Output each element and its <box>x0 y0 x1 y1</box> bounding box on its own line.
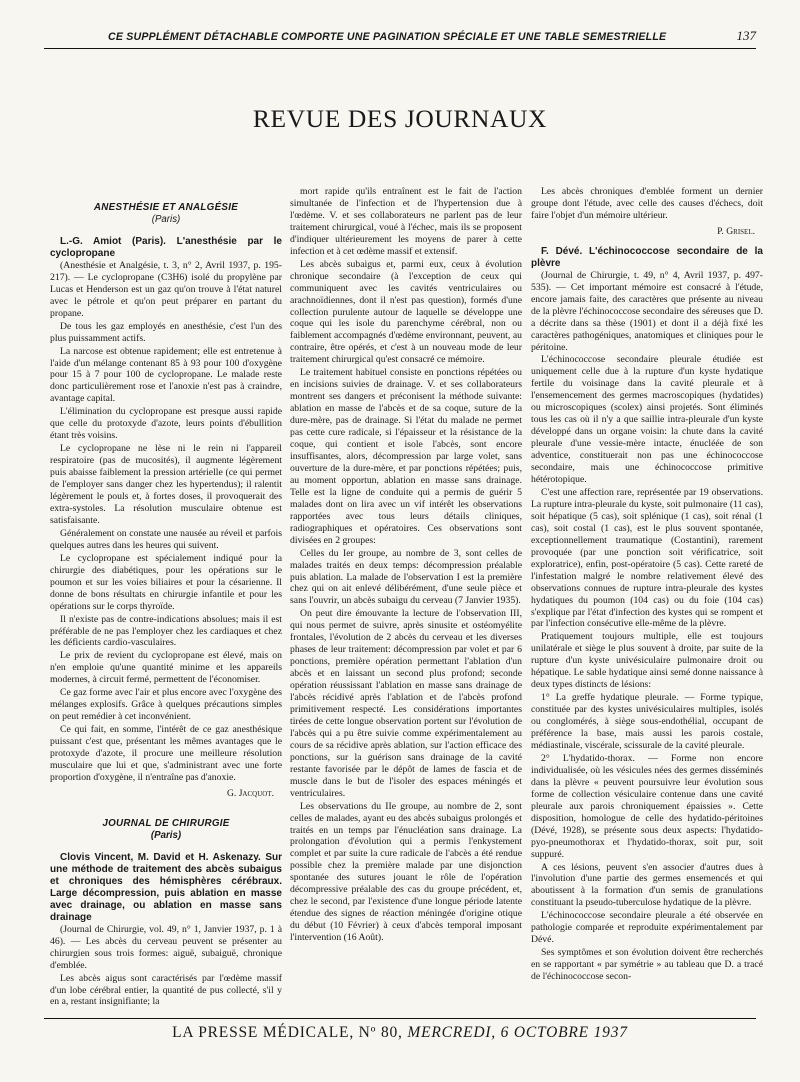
section-place: (Paris) <box>151 213 181 225</box>
paragraph: De tous les gaz employés en anesthésie, c'est l'un des plus puissamment actifs. <box>50 320 282 344</box>
paragraph: Les observations du IIe groupe, au nombre de 2, sont celles de malades, ayant eu des abcès subaigus prolongés et traités en un temps par l'énucléation sans drainage. La prolongation d'évolution qui a permis l'enkystement complet et par suite la cure radicale de l'abcès a été rendue possible chez la première malade par une disjonction spontanée des sutures jouant le rôle de l'opération décompressive préalable des cas du groupe précédent, et, chez le second, par l'existence d'une longue période latente étendue des signes de réaction méningée d'origine otique du début (10 Février) à ceux d'abcès temporal imposant l'intervention (16 Août). <box>290 800 522 944</box>
paragraph: Le cyclopropane ne lèse ni le rein ni l'appareil respiratoire (pas de mucosités), il augmente légèrement puis abaisse faiblement la pression artérielle (ce qui permet de l'employer sans danger chez les hypertendus); il ralentit légèrement le pouls et, à fortes doses, il provoquerait des extra-systoles. La résolution musculaire obtenue est satisfaisante. <box>50 443 282 526</box>
paragraph: Il n'existe pas de contre-indications absolues; mais il est préférable de ne pas l'employer chez les cardiaques et chez les déficients cardio-vasculaires. <box>50 613 282 649</box>
paragraph: Les abcès subaigus et, parmi eux, ceux à évolution chronique secondaire (à l'exception de ceux qui communiquent avec les cavités ventriculaires ou arachnoïdiennes, dont il n'est pas question), formés d'une collection purulente autour de laquelle se développe une coque qui les isole du parenchyme cérébral, non ou faiblement accompagnés d'œdème environnant, peuvent, au contraire, être opérés, et c'est à un nouveau mode de leur traitement chirurgical qu'est consacré ce mémoire. <box>290 258 522 366</box>
article-title: Clovis Vincent, M. David et H. Askenazy. Sur une méthode de traitement des abcès subaigus et chroniques des hémisphères cérébraux. Large décompression, puis ablation en masse avec drainage, ou ablation en masse sans drainage <box>50 851 282 923</box>
paragraph: mort rapide qu'ils entraînent est le fait de l'action simultanée de l'infection et de l'hypertension due à l'œdème. V. et ses collaborateurs ne parlent pas de leur traitement chirurgical, voué à l'échec, mais ils se proposent d'indiquer ultérieurement les moyens de parer à cette infection et à cet œdème massif et extensif. <box>290 186 522 257</box>
article-body <box>290 186 522 944</box>
page-number: 137 <box>736 28 756 43</box>
paragraph: A ces lésions, peuvent s'en associer d'autres dues à l'involution d'une partie des germes ensemencés et qui aboutissent à la formation d'un semis de granulations constituant la pseudo-tuberculose hydatique de la plèvre. <box>531 861 763 909</box>
paragraph: Les abcès chroniques d'emblée forment un dernier groupe dont l'étude, avec celle des causes d'échecs, doit faire l'objet d'un mémoire ultérieur. <box>531 186 763 221</box>
paragraph: Ses symptômes et son évolution doivent être recherchés en se rapportant « par symétrie » au tableau que D. a tracé de l'échinococcose secon- <box>531 947 763 983</box>
article-title: L.-G. Amiot (Paris). L'anesthésie par le cyclopropane <box>50 235 282 259</box>
paragraph: (Journal de Chirurgie, t. 49, n° 4, Avril 1937, p. 497-535). — Cet important mémoire est consacré à l'étude, encore jamais faite, des caractères que présente au niveau de la plèvre l'échinococcose secondaire des séreuses que D. a décrite dans sa thèse (1901) et dont il a déjà fixé les caractères pathogéniques, anatomiques et cliniques pour le péritoine. <box>531 269 763 353</box>
supplement-notice: CE SUPPLÉMENT DÉTACHABLE COMPORTE UNE PAGINATION SPÉCIALE ET UNE TABLE SEMESTRIELLE <box>108 31 667 43</box>
paragraph: Ce gaz forme avec l'air et plus encore avec l'oxygène des mélanges explosifs. Grâce à quelques précautions simples on peut remédier à cet inconvénient. <box>50 687 282 723</box>
paragraph: Le prix de revient du cyclopropane est élevé, mais on n'en emploie qu'une quantité minime et les appareils modernes, à circuit fermé, permettent de l'économiser. <box>50 650 282 686</box>
paragraph: (Anesthésie et Analgésie, t. 3, n° 2, Avril 1937, p. 195-217). — Le cyclopropane (C3H6) isolé du propylène par Lucas et Henderson est un gaz qu'on trouve à l'état naturel avec le pétrole et qu'on peut préparer en partant du propane. <box>50 259 282 319</box>
article-body <box>531 270 763 983</box>
paragraph: Généralement on constate une nausée au réveil et parfois quelques autres dans les heures qui suivent. <box>50 527 282 551</box>
author-signature: P. Grisel. <box>717 225 755 237</box>
paragraph: (Journal de Chirurgie, vol. 49, n° 1, Janvier 1937, p. 1 à 46). — Les abcès du cerveau peuvent se présenter au chirurgien sous trois formes: aiguë, subaiguë, chronique d'emblée. <box>50 923 282 971</box>
column-3 <box>531 186 763 1012</box>
section-heading: ANESTHÉSIE ET ANALGÉSIE <box>93 202 239 213</box>
paragraph: 2° L'hydatido-thorax. — Forme non encore individualisée, où les vésicules nées des germes disséminés dans la plèvre « peuvent poursuivre leur évolution sous forme de collection vésiculaire contenue dans une cavité pleurale aux parois chroniquement épaissies ». Cette disposition, homologue de celle des hydatido-péritoines (Dévé, 1928), se présente sous deux aspects: l'hydatido-pyo-pneumothorax et l'hydatido-thorax, soit pur, soit suppuré. <box>531 752 763 860</box>
article-body <box>531 186 763 222</box>
section-place: (Paris) <box>150 829 182 841</box>
paragraph: Pratiquement toujours multiple, elle est toujours unilatérale et siège le plus souvent à droite, par suite de la rupture d'un kyste univésiculaire pulmonaire droit ou hépatique. Le sable hydatique ainsi semé donne naissance à deux types distincts de lésions: <box>531 631 763 691</box>
article-body <box>50 260 282 784</box>
page-footer <box>44 1018 756 1042</box>
paragraph: L'échinococcose secondaire pleurale étudiée est uniquement celle due à la rupture d'un kyste hydatique fertile du voisinage dans la cavité pleurale et à l'ensemencement des germes macroscopiques (hydatides) ou microscopiques (scolex) ainsi projetés. Sont éliminés tous les cas où il n'y a que saillie intra-pleurale d'un kyste développé dans un organe voisin: la chute dans la cavité pleurale d'une vessie-mère intacte, énucléée de son adventice, constituerait non pas une échinococcose secondaire, mais une échinococcose primitive hétérotopique. <box>531 354 763 486</box>
column-2 <box>290 186 522 1012</box>
paragraph: L'échinococcose secondaire pleurale a été observée en pathologie comparée et reproduite expérimentalement par Dévé. <box>531 910 763 946</box>
paragraph: On peut dire émouvante la lecture de l'observation III, qui nous permet de suivre, après sinusite et ostéomyélite frontales, l'évolution de 2 abcès du cerveau et les diverses phases de leur traitement: décompression par volet et par 6 ponctions, première opération permettant l'ablation d'un abcès et en laissant un second plus profond; seconde opération réussissant l'ablation en masse sans drainage de l'abcès récidivé après l'ablation et de l'abcès profond primitivement respecté. Les considérations importantes tirées de cette longue observation portent sur l'évolution de l'abcès qui a pu être suivie comme expérimentalement au cours de sa récidive après ablation, sur l'action efficace des ponctions, sur la guérison sans drainage de la cavité restante favorisée par le dépôt de lames de fascia et de muscle dans le but de l'isoler des espaces méningés et ventriculaires. <box>290 608 522 799</box>
paragraph: Ce qui fait, en somme, l'intérêt de ce gaz anesthésique puissant c'est que, présentant les mêmes avantages que le protoxyde d'azote, il procure une meilleure résolution musculaire que lui et que, s'administrant avec une forte proportion d'oxygène, il n'entraîne pas d'anoxie. <box>50 724 282 783</box>
paragraph: L'élimination du cyclopropane est presque aussi rapide que celle du protoxyde d'azote, leurs points d'ébullition étant très voisins. <box>50 406 282 442</box>
paragraph: Le traitement habituel consiste en ponctions répétées ou en incisions suivies de drainage. V. et ses collaborateurs montrent ses dangers et préconisent la méthode suivante: ablation en masse de l'abcès et de sa coque, suture de la dure-mère, pas de drainage. Si l'état du malade ne permet pas cette cure radicale, si l'épaisseur et la résistance de la coque, qui contient et isole l'abcès, sont encore insuffisantes, alors, décompression par large volet, sans ouverture de la dure-mère, et par ponctions répétées; puis, au moment opportun, ablation en masse sans drainage. Telle est la ligne de conduite qui a permis de guérir 5 malades dont on lira avec un vif intérêt les observations rapportées avec tous leurs détails cliniques, radiographiques et opératoires. Ces observations sont divisées en 2 groupes: <box>290 367 522 546</box>
paragraph: 1° La greffe hydatique pleurale. — Forme typique, constituée par des kystes univésiculaires multiples, isolés ou conglomérés, à siège sous-endothélial, occupant de préférence la base, mais aussi les parois costale, médiastinale, viscérale, scissurale de la cavité pleurale. <box>531 692 763 751</box>
section-heading: JOURNAL DE CHIRURGIE <box>102 817 230 829</box>
article-body <box>50 924 282 1009</box>
paragraph: C'est une affection rare, représentée par 19 observations. La rupture intra-pleurale du kyste, soit pulmonaire (11 cas), soit hépatique (5 cas), soit splénique (1 cas), soit rénal (1 cas), soit costal (1 cas), est le plus souvent spontanée, exceptionnellement traumatique (Costantini), rarement provoquée (par une ponction soit vérificatrice, soit exploratrice), enfin, post-opératoire (5 cas). Cette rareté de l'infestation malgré le nombre relativement élevé des observations connues de rupture intra-pleurale des kystes hydatiques du poumon (104 cas) ou du foie (104 cas) s'explique par l'état d'infection des kystes qui se rompent et par l'infection consécutive elle-même de la plèvre. <box>531 486 763 630</box>
issue-date: MERCREDI, 6 OCTOBRE 1937 <box>407 1024 628 1041</box>
journal-name: LA PRESSE MÉDICALE, Nº 80, <box>172 1024 403 1041</box>
author-signature: G. Jacquot. <box>226 787 274 799</box>
paragraph: Le cyclopropane est spécialement indiqué pour la chirurgie des diabétiques, pour les opérations sur le poumon et sur les voies biliaires et pour la césarienne. Il donne de bons résultats en chirurgie infantile et pour les opérations sur le corps thyroïde. <box>50 552 282 612</box>
column-1 <box>50 186 282 1012</box>
paragraph: Les abcès aigus sont caractérisés par l'œdème massif d'un lobe cérébral entier, la quantité de pus collecté, s'il y en a, restant insignifiante; la <box>50 972 282 1008</box>
running-header <box>44 28 756 49</box>
paragraph: Celles du Ier groupe, au nombre de 3, sont celles de malades traités en deux temps: décompression préalable puis ablation. La malade de l'observation I est la première chez qui on ait enlevé délibérément, d'une seule pièce et sans l'ouvrir, un abcès subaigu du cerveau (7 Janvier 1935). <box>290 547 522 607</box>
article-title: F. Dévé. L'échinococcose secondaire de la plèvre <box>531 245 763 269</box>
paragraph: La narcose est obtenue rapidement; elle est entretenue à l'aide d'un mélange contenant 85 à 93 pour 100 d'oxygène pour 15 à 7 pour 100 de cyclopropane. Le malade reste donc particulièrement rose et l'anoxie n'est pas à craindre, avantage capital. <box>50 345 282 405</box>
page-title: REVUE DES JOURNAUX <box>252 104 548 133</box>
